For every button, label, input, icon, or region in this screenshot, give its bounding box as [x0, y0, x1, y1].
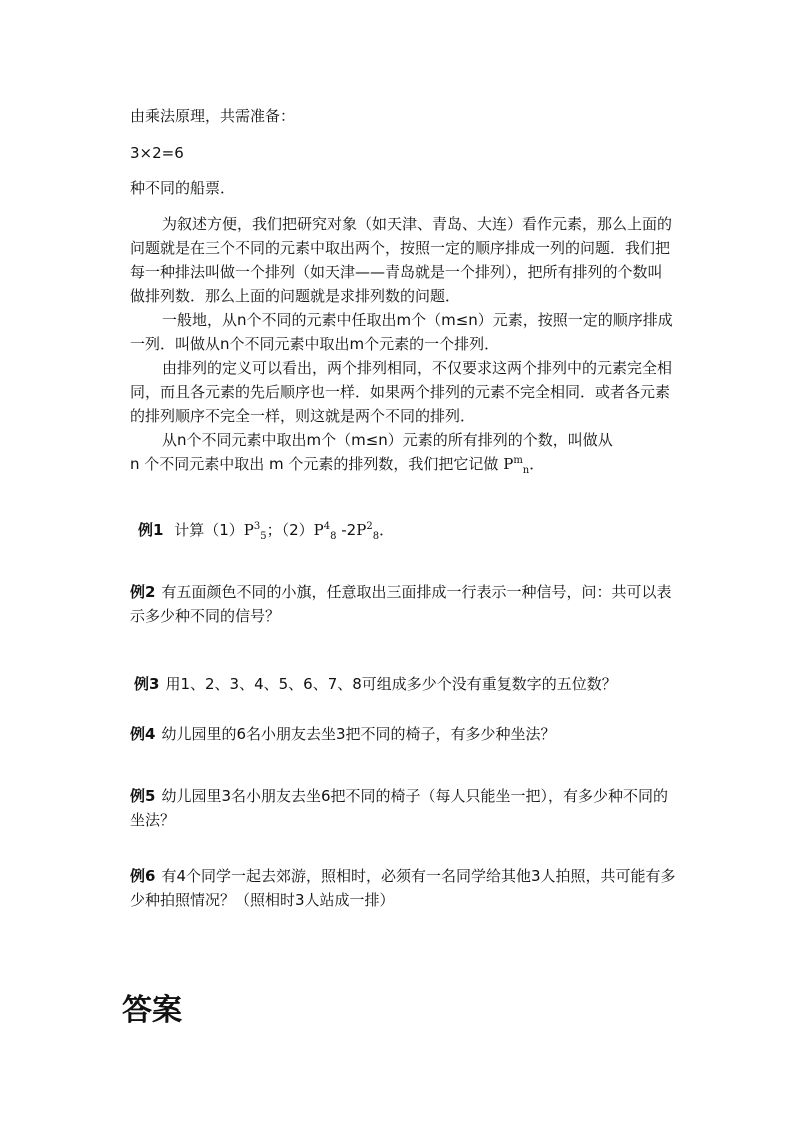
permutation-symbol: $P^2_8$ [356, 521, 380, 542]
example-6 [130, 864, 680, 912]
paragraph-permutation-equality: 由排列的定义可以看出，两个排列相同，不仅要求这两个排列中的元素完全相同，而且各元素的先后顺序也一样．如果两个排列的元素不完全相同．或者各元素的排列顺序不完全一样，则这就是两个不同的排列． [130, 359, 673, 425]
example-text: 有五面颜色不同的小旗，任意取出三面排成一行表示一种信号，问：共可以表示多少种不同的信号？ [130, 583, 672, 625]
example-5 [130, 784, 680, 832]
example-label: 例2 [130, 583, 156, 601]
permutation-symbol: $P^4_8$ [313, 521, 337, 542]
paragraph-permutation-count-line1: 从n个不同元素中取出m个（m≤n）元素的所有排列的个数，叫做从 [162, 431, 613, 449]
example-1: 例1 计算$(1)P^3_5$；$(2)P^4_8$ $-2P^2_8$． [138, 521, 395, 542]
paragraph-element-definition: 为叙述方便，我们把研究对象（如天津、青岛、大连）看作元素，那么上面的问题就是在三个不同的元素中取出两个，按照一定的顺序排成一列的问题．我们把每一种排法叫做一个排列（如天津——青岛就是一个排列），把所有排列的个数叫做排列数．那么上面的问题就是求排列数的问题． [130, 215, 673, 305]
answer-heading: 答案 [122, 993, 182, 1028]
example-text: 有4个同学一起去郊游，照相时，必须有一名同学给其他3人拍照，共可能有多少种拍照情况？（照相时3人站成一排） [130, 867, 676, 909]
example-label: 例3 [134, 675, 160, 693]
paragraph-permutation-definition: 一般地，从n个不同的元素中任取出m个（m≤n）元素，按照一定的顺序排成一列．叫做从n个不同元素中取出m个元素的一个排列． [130, 311, 673, 353]
example-2 [130, 580, 680, 628]
example-text: 幼儿园里的6名小朋友去坐3把不同的椅子，有多少种坐法？ [161, 725, 556, 743]
example-4 [130, 722, 680, 746]
example-label: 例5 [130, 787, 156, 805]
example-label: 例4 [130, 725, 156, 743]
example-label: 例6 [130, 867, 156, 885]
paragraph-ticket-types: 种不同的船票． [130, 179, 236, 197]
permutation-symbol: $P^m_n$ [503, 455, 530, 476]
permutation-symbol: $P^3_5$ [243, 521, 267, 542]
paragraph-equation: 3×2=6 [130, 144, 184, 162]
paragraph-permutation-count-line2: n 个不同元素中取出 m 个元素的排列数，我们把它记做 $P^m_n$． [130, 455, 545, 476]
example-label: 例1 [138, 521, 164, 539]
permutation-count-text: n 个不同元素中取出 m 个元素的排列数，我们把它记做 [130, 455, 499, 473]
example-text: 用1、2、3、4、5、6、7、8可组成多少个没有重复数字的五位数？ [165, 675, 617, 693]
example-text: 幼儿园里3名小朋友去坐6把不同的椅子（每人只能坐一把），有多少种不同的坐法？ [130, 787, 669, 829]
example-3 [134, 672, 684, 696]
paragraph-multiplication-principle: 由乘法原理，共需准备： [130, 107, 296, 125]
